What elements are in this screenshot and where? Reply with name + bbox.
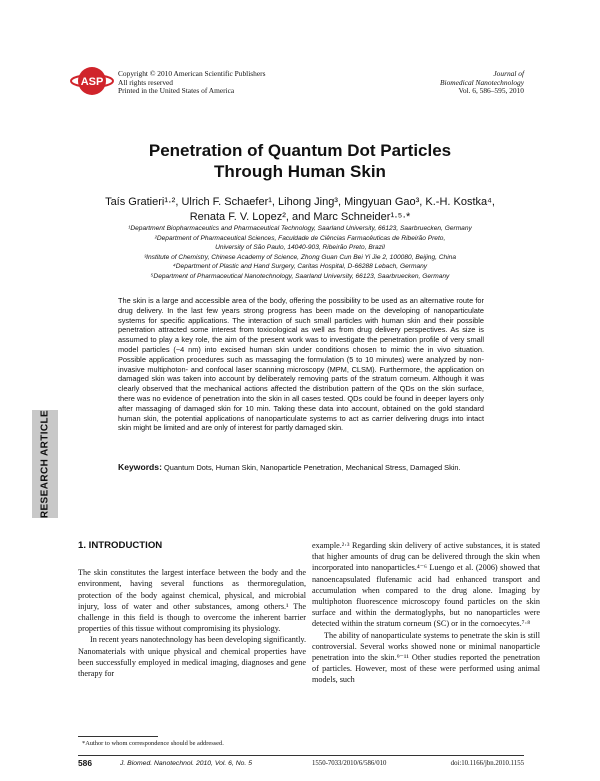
doi: doi:10.1166/jbn.2010.1155 (450, 760, 524, 767)
keywords-text: Quantum Dots, Human Skin, Nanoparticle Penetration, Mechanical Stress, Damaged Skin. (164, 463, 461, 472)
copyright-line: Copyright © 2010 American Scientific Publishers (118, 69, 266, 78)
journal-citation: J. Biomed. Nanotechnol. 2010, Vol. 6, No. 5 (120, 760, 252, 767)
keywords-label: Keywords: (118, 462, 162, 472)
research-article-tab (32, 410, 58, 518)
author-line-1: Taís Gratieri¹·², Ulrich F. Schaefer¹, Lihong Jing³, Mingyuan Gao³, K.-H. Kostka⁴, (105, 196, 495, 208)
asp-logo (70, 66, 114, 96)
paragraph: In recent years nanotechnology has been developing significantly. Nanomaterials with unique physical and chemical properties have been successfully employed in medical imaging, diagnoses and gene therapy for (78, 635, 306, 679)
right-column (312, 540, 540, 686)
issn: 1550-7033/2010/6/586/010 (312, 760, 387, 767)
journal-block (440, 70, 524, 96)
printed-line: Printed in the United States of America (118, 86, 235, 96)
volume-line: Vol. 6, 586–595, 2010 (458, 86, 524, 96)
footer-rule (78, 755, 524, 756)
affiliation-4: ⁴Department of Plastic and Hand Surgery, Caritas Hospital, D-66288 Lebach, Germany (172, 263, 428, 270)
title-line-2: Through Human Skin (214, 162, 386, 181)
author-line-2: Renata F. V. Lopez², and Marc Schneider¹·⁵·* (189, 211, 411, 223)
footnote: *Author to whom correspondence should be addressed. (82, 740, 224, 747)
affiliation-2b: University of São Paulo, 14040-903, Ribeirão Preto, Brazil (215, 244, 385, 251)
left-column (78, 540, 306, 679)
page-number: 586 (78, 758, 92, 768)
abstract: The skin is a large and accessible area of the body, offering the possibility to be used as an alternative route for drug delivery. In the last few years strong progress has been made on the developing of nanoparticulate systems for specific applications. The interaction of such small particles with human skin and their possible penetration attracted some interest from toxicological as well as from drug delivery perspectives. As size is assumed to play a key role, the aim of the present work was to investigate the penetration profile of very small model particles (~4 nm) into excised human skin under conditions chosen to mimic the in vivo situation. Possible application procedures such as massaging the formulation (5 to 10 minutes) were analyzed by non-invasive multiphoton- and confocal laser scanning microscopy (MPM, CLSM). Furthermore, the application on damaged skin was taken into account by deliberately removing parts of the stratum corneum. Although it was clearly observed that the mechanical actions affected the distribution pattern of the QDs on the skin surface, there was no evidence of penetration into the skin in all cases tested. QDs could be found in deeper layers only after massaging of damaged skin for 10 min. Taking these data into account, obtained on the gold standard human skin, the potential applications of nanoparticulate systems to act as carrier delivering drugs into intact skin might be limited and are only of interest for partly damaged skin. (118, 296, 484, 433)
keywords (118, 463, 484, 473)
rights-line: All rights reserved (118, 77, 174, 87)
paragraph: The ability of nanoparticulate systems to penetrate the skin is still controversial. Several works showed none or minimal nanoparticle penetration into the skin.⁹⁻¹¹ Other studies reported the penetration of particles. However, most of these were performed using animal models, such (312, 630, 540, 685)
journal-line-1: Journal of (493, 69, 524, 78)
paragraph: The skin constitutes the largest interface between the body and the environment, having several functions as thermoregulation, protection of the body against chemical, physical, and microbial injury, loss of water and other substances, among others.¹ The challenge in this field is though to overcome the inherent barrier properties of this tissue without compromising its physiology. (78, 568, 306, 634)
paragraph: example.²·³ Regarding skin delivery of active substances, it is stated that higher amounts of drug can be delivered through the skin when incorporated into nanoparticles.⁴⁻⁶ Luengo et al. (2006) showed that nanoencapsulated flufenamic acid had enhanced transport and accumulation when compared to the drug alone. Imaging by multiphoton fluorescence microscopy found particles on the skin surface and within the dermatoglyphs, but no nanoparticles were detected within the stratum corneum (SC) or in the cornoecytes.⁷·⁸ (312, 541, 540, 629)
paper-title (0, 140, 600, 182)
affiliation-1: ¹Department Biopharmaceutics and Pharmaceutical Technology, Saarland University, 66123, Saarbruecken, Germany (128, 225, 472, 232)
logo-text: ASP (80, 76, 104, 88)
footnote-rule (78, 736, 158, 737)
affiliations (0, 224, 600, 281)
journal-line-2: Biomedical Nanotechnology (440, 77, 524, 87)
affiliation-3: ³Institute of Chemistry, Chinese Academy of Science, Zhong Guan Cun Bei Yi Jie 2, 100080, Beijing, China (143, 253, 457, 261)
affiliation-5: ⁵Department of Pharmaceutical Nanotechnology, Saarland University, 66123, Saarbruecken, Germany (150, 272, 450, 280)
title-line-1: Penetration of Quantum Dot Particles (148, 141, 452, 160)
affiliation-2: ²Department of Pharmaceutical Sciences, Faculdade de Ciências Farmacêuticas de Ribeirão Preto, (154, 234, 446, 242)
section-heading: 1. INTRODUCTION (78, 540, 163, 551)
copyright-block (118, 70, 265, 96)
author-list (0, 195, 600, 225)
side-tab-label: RESEARCH ARTICLE (39, 409, 51, 519)
